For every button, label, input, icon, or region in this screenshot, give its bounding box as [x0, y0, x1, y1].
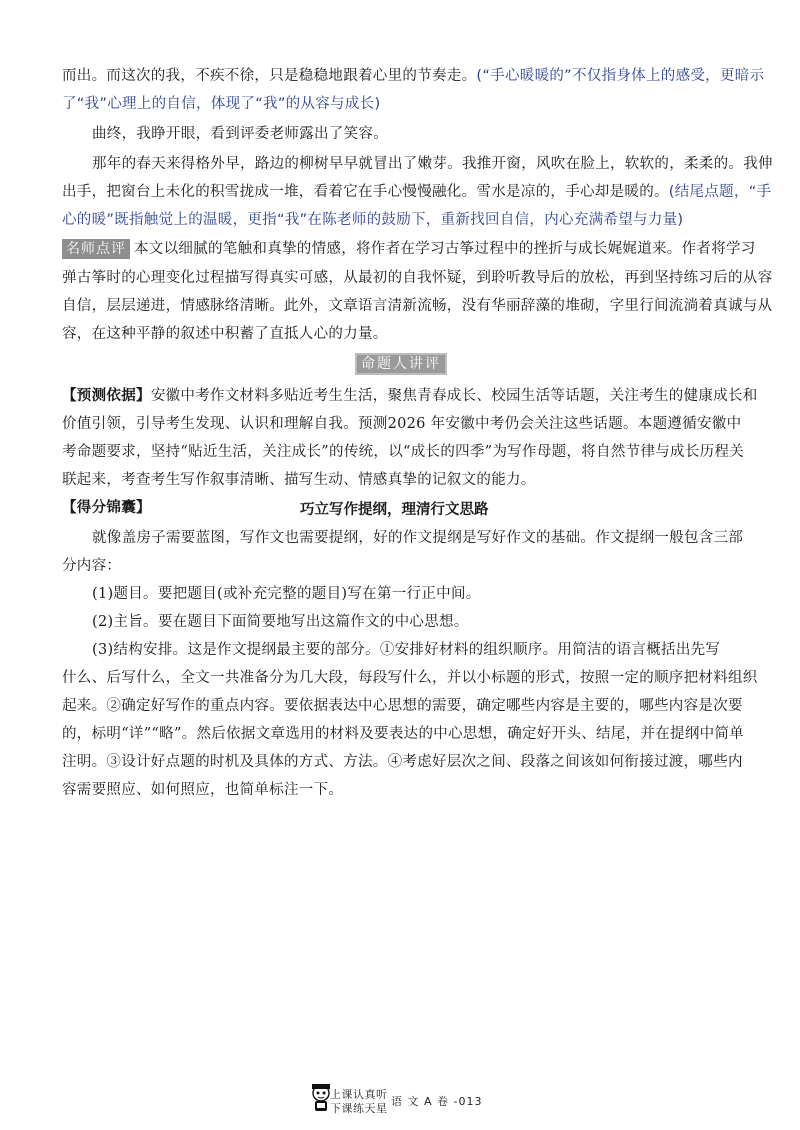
footer-brand-bottom: 下课练天星: [330, 1102, 388, 1115]
tips-label: 【得分锦囊】: [62, 500, 151, 516]
outline-line2: 分内容：: [62, 558, 122, 574]
page-footer: [308, 1082, 498, 1118]
outline-item3-line4: 的，标明“详”“略”。然后依据文章选用的材料及要表达的中心思想，确定好开头、结尾，并在提纲中简单: [62, 726, 745, 742]
outline-item3-line5: 注明。③设计好点题的时机及具体的方式、方法。④考虑好层次之间、段落之间该如何衔接过渡，哪些内: [62, 754, 743, 770]
forecast-line2: 价值引领，引导考生发现、认识和理解自我。预测2026 年安徽中考仍会关注这些话题。本题遵循安徽中: [62, 416, 742, 432]
outline-item3-line1: (3)结构安排。这是作文提纲最主要的部分。①安排好材料的组织顺序。用简洁的语言概括出先写: [92, 642, 721, 658]
p2-line1: 曲终，我睁开眼，看到评委老师露出了笑容。: [92, 126, 388, 142]
outline-line1: 就像盖房子需要蓝图，写作文也需要提纲，好的作文提纲是写好作文的基础。作文提纲一般包含三部: [92, 530, 744, 546]
forecast-label: 【预测依据】: [62, 388, 151, 404]
forecast-line3: 考命题要求，坚持“贴近生活，关注成长”的传统，以“成长的四季”为写作母题，将自然节律与成长历程关: [62, 444, 745, 460]
comment-line4: 容，在这种平静的叙述中积蓄了直抵人心的力量。: [62, 326, 388, 342]
outline-item3-line6: 容需要照应、如何照应，也简单标注一下。: [62, 782, 344, 798]
p1-annotation: (“手心暖暖的”不仅指身体上的感受，更暗示: [476, 68, 765, 84]
outline-item3-line3: 起来。②确定好写作的重点内容。要依据表达中心思想的需要，确定哪些内容是主要的，哪些内容是次要: [62, 698, 743, 714]
comment-line1: [62, 239, 756, 259]
comment-line2: 弹古筝时的心理变化过程描写得真实可感，从最初的自我怀疑，到聆听教导后的放松，再到坚持练习后的从容: [62, 270, 773, 286]
section-title: 命题人讲评: [355, 353, 447, 375]
comment-text: 本文以细腻的笔触和真挚的情感，将作者在学习古筝过程中的挫折与成长娓娓道来。作者将学习: [134, 241, 756, 257]
forecast-line1: [62, 386, 758, 406]
comment-badge: 名师点评: [62, 239, 130, 259]
outline-item3-line2: 什么、后写什么，全文一共准备分为几大段，每段写什么，并以小标题的形式，按照一定的顺序把材料组织: [62, 670, 758, 686]
comment-line3: 自信，层层递进，情感脉络清晰。此外，文章语言清新流畅，没有华丽辞藻的堆砌，字里行间流淌着真诚与从: [62, 298, 773, 314]
footer-page-label: 语 文 A 卷 -013: [391, 1095, 483, 1108]
p3-annotation-line2: 心的暖”既指触觉上的温暖，更指“我”在陈老师的鼓励下，重新找回自信，内心充满希望与力量): [62, 212, 684, 228]
p3-annotation: (结尾点题，“手: [668, 184, 772, 200]
p3-line2: [62, 182, 771, 202]
forecast-line4: 联起来，考查考生写作叙事清晰、描写生动、情感真挚的记叙文的能力。: [62, 472, 536, 488]
forecast-text: 安徽中考作文材料多贴近考生生活，聚焦青春成长、校园生活等话题，关注考生的健康成长和: [150, 388, 758, 404]
outline-item1: (1)题目。要把题目(或补充完整的题目)写在第一行正中间。: [92, 586, 481, 602]
p1-annotation-line2: 了“我”心理上的自信，体现了“我”的从容与成长): [62, 96, 381, 112]
outline-item2: (2)主旨。要在题目下面简要地写出这篇作文的中心思想。: [92, 614, 469, 630]
footer-brand-top: 上课认真听: [330, 1088, 388, 1101]
p3-text: 出手，把窗台上未化的积雪拢成一堆，看着它在手心慢慢融化。雪水是凉的，手心却是暖的。: [62, 184, 669, 200]
p3-line1: 那年的春天来得格外早，路边的柳树早早就冒出了嫩芽。我推开窗，风吹在脸上，软软的，柔柔的。我伸: [92, 156, 773, 172]
tips-subtitle: 巧立写作提纲，理清行文思路: [300, 502, 489, 518]
p1-line1: [62, 66, 764, 86]
p1-text: 而出。而这次的我，不疾不徐，只是稳稳地跟着心里的节奏走。: [62, 68, 477, 84]
